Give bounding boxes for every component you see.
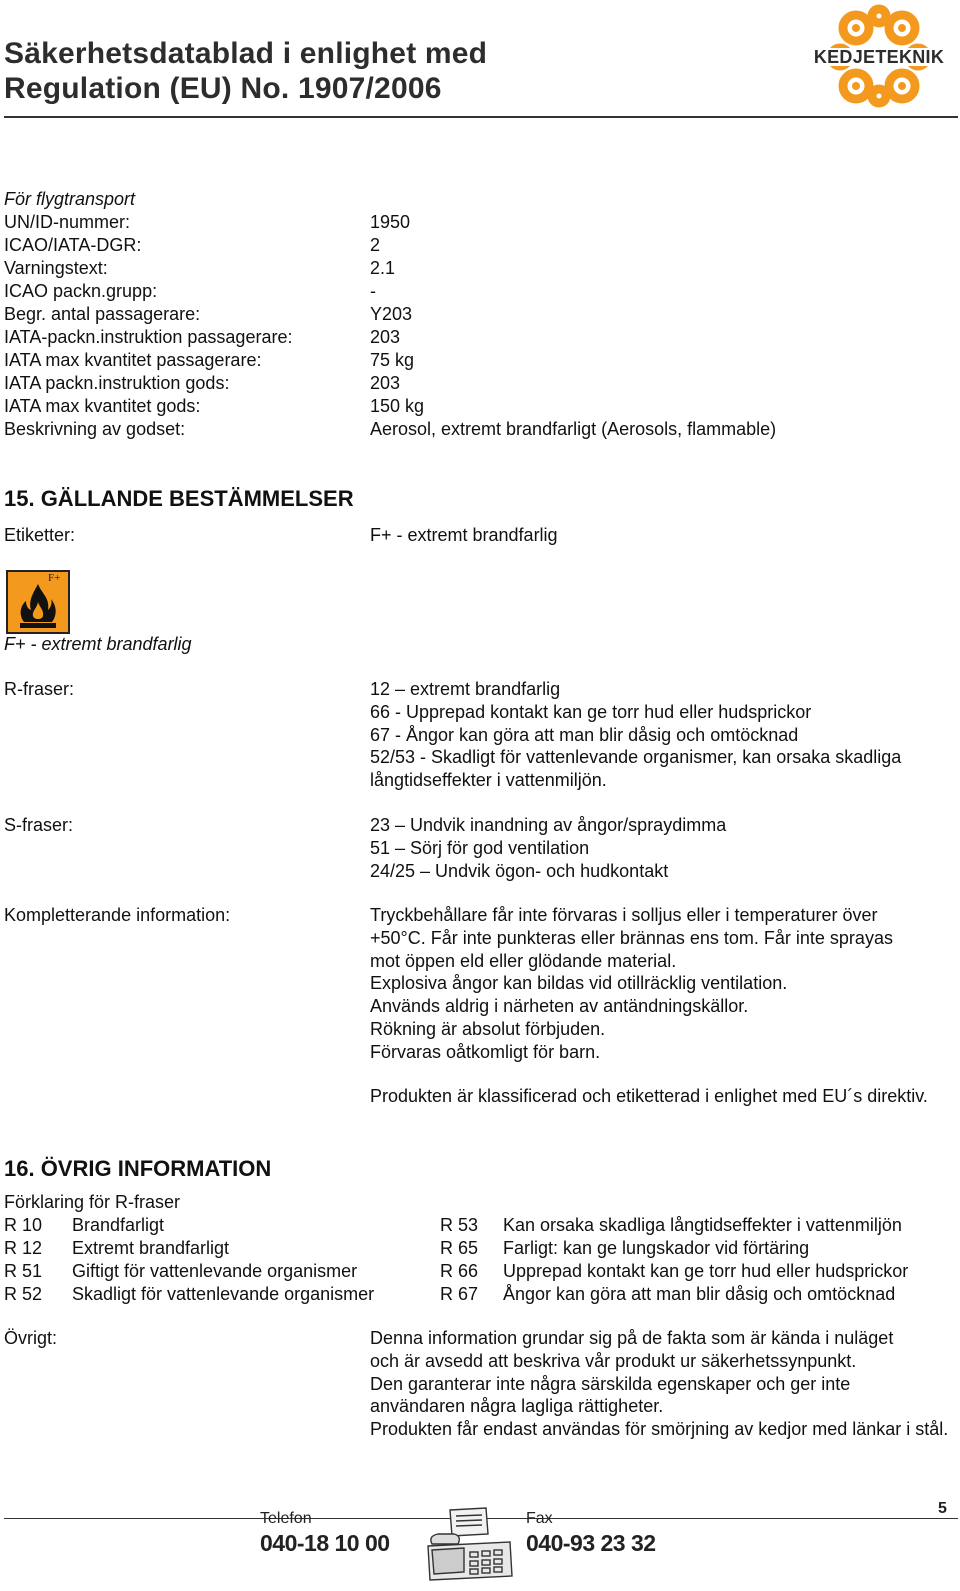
r-text: Ångor kan göra att man blir dåsig och omtöcknad <box>503 1284 896 1304</box>
symbol-label: F+ <box>48 572 61 584</box>
page-number: 5 <box>938 1500 947 1517</box>
kompletterande-text: Tryckbehållare får inte förvaras i solljus eller i temperaturer över +50°C. Får inte punkteras eller brännas ens tom. Får inte sprayas mot öppen eld eller glödande material. Explosiva ångor kan bildas vid otillräcklig ventilation. Används aldrig i närheten av antändningskällor. Rökning är absolut förbjuden. Förvaras oåtkomligt för barn. <box>370 905 893 1062</box>
header-divider <box>4 116 958 118</box>
r-code: R 67 <box>440 1284 479 1304</box>
s-fras: 24/25 – Undvik ögon- och hudkontakt <box>370 860 669 881</box>
title-line-2: Regulation (EU) No. 1907/2006 <box>4 72 442 105</box>
company-logo <box>800 4 958 108</box>
r-code: R 10 <box>4 1215 43 1235</box>
r-code: R 65 <box>440 1238 479 1258</box>
phone-number: 040-18 10 00 <box>260 1530 390 1556</box>
logo-text: KEDJETEKNIK <box>813 47 945 67</box>
r-fras: 66 - Upprepad kontakt kan ge torr hud eller hudsprickor <box>370 701 812 722</box>
r-code: R 12 <box>4 1238 43 1258</box>
r-text: Upprepad kontakt kan ge torr hud eller hudsprickor <box>503 1261 909 1281</box>
s-fraser-list <box>370 814 726 882</box>
etiketter-value: F+ - extremt brandfarlig <box>370 525 558 545</box>
title-line-1: Säkerhetsdatablad i enlighet med <box>4 37 488 70</box>
flammable-symbol <box>6 570 70 634</box>
ovrigt-label: Övrigt: <box>4 1328 58 1348</box>
flame-icon <box>6 570 70 634</box>
fax-label: Fax <box>526 1510 553 1527</box>
r-text: Farligt: kan ge lungskador vid förtäring <box>503 1238 810 1258</box>
s-fras: 23 – Undvik inandning av ångor/spraydimma <box>370 815 727 835</box>
phone-label: Telefon <box>260 1510 312 1527</box>
document-title <box>4 36 487 106</box>
ovrigt-text: Denna information grundar sig på de fakta som är kända i nuläget och är avsedd att beskriva vår produkt ur säkerhetssynpunkt. Den garanterar inte några särskilda egenskaper och ger inte användaren några lagliga rättigheter. Produkten får endast användas för smörjning av kedjor med länkar i stål. <box>370 1328 949 1440</box>
r-text: Skadligt för vattenlevande organismer <box>72 1284 375 1304</box>
s-fras: 51 – Sörj för god ventilation <box>370 837 590 858</box>
fax-number: 040-93 23 32 <box>526 1530 656 1556</box>
r-fraser-label: R-fraser: <box>4 679 75 699</box>
r-text: Extremt brandfarligt <box>72 1238 230 1258</box>
r-code: R 52 <box>4 1284 43 1304</box>
r-code: R 66 <box>440 1261 479 1281</box>
symbol-caption: F+ - extremt brandfarlig <box>4 634 192 654</box>
r-text: Brandfarligt <box>72 1215 165 1235</box>
r-code: R 53 <box>440 1215 479 1235</box>
s-fraser-label: S-fraser: <box>4 815 74 835</box>
etiketter-label: Etiketter: <box>4 525 76 545</box>
r-fras: 67 - Ångor kan göra att man blir dåsig och omtöcknad <box>370 724 799 745</box>
section-16-heading: 16. ÖVRIG INFORMATION <box>4 1156 272 1181</box>
kompletterande-label: Kompletterande information: <box>4 905 231 925</box>
section-15-heading: 15. GÄLLANDE BESTÄMMELSER <box>4 486 354 511</box>
r-text: Giftigt för vattenlevande organismer <box>72 1261 358 1281</box>
r-code: R 51 <box>4 1261 43 1281</box>
r-fraser-list <box>370 678 901 792</box>
fax-machine-icon <box>424 1506 514 1584</box>
r-text: Kan orsaka skadliga långtidseffekter i vattenmiljön <box>503 1215 902 1235</box>
r-fras: långtidseffekter i vattenmiljön. <box>370 770 607 791</box>
r-explanation-heading: Förklaring för R-fraser <box>4 1192 181 1212</box>
air-transport-heading: För flygtransport <box>4 189 136 209</box>
r-fras: 52/53 - Skadligt för vattenlevande organismer, kan orsaka skadliga <box>370 747 902 768</box>
classification-statement: Produkten är klassificerad och etiketterad i enlighet med EU´s direktiv. <box>370 1086 928 1106</box>
r-fras: 12 – extremt brandfarlig <box>370 679 561 699</box>
